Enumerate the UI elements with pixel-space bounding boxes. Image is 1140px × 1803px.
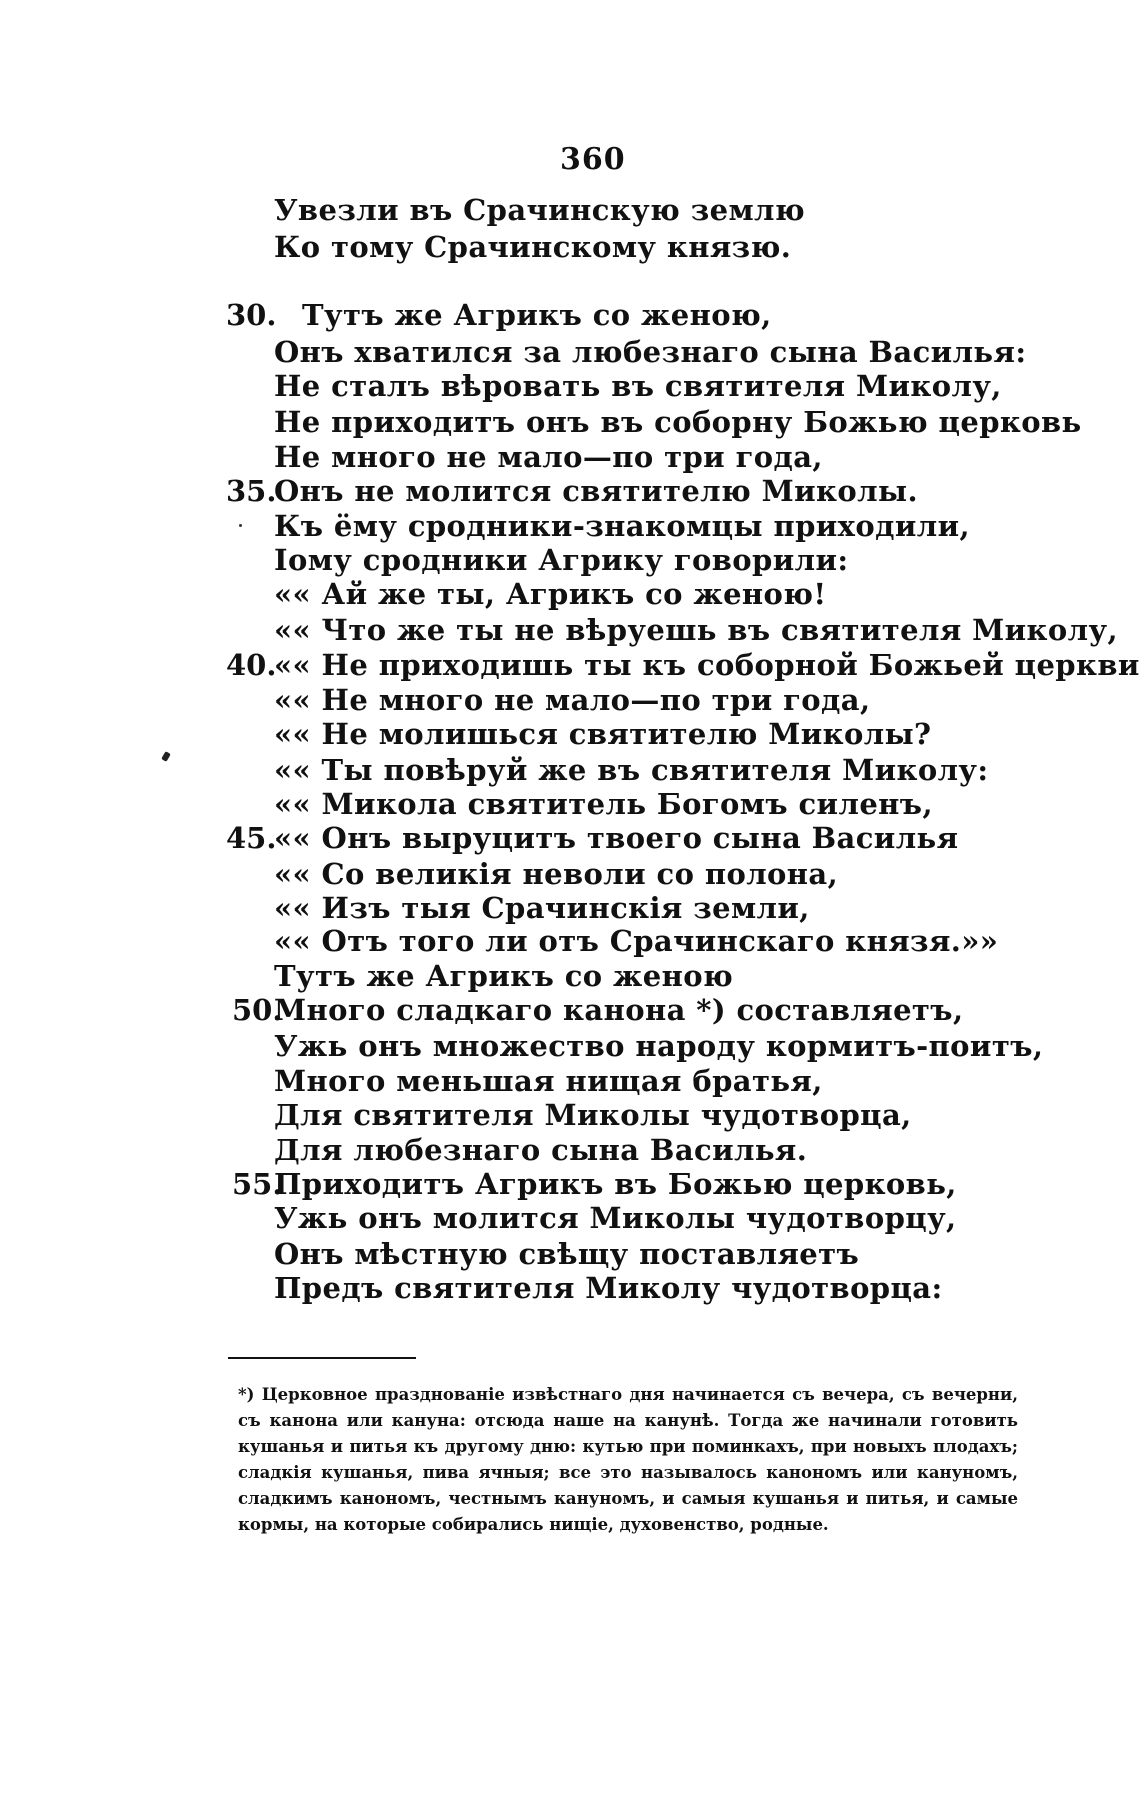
verse-line: «« Онъ выруцитъ твоего сына Василья xyxy=(274,821,959,855)
verse-line: «« Не молишься святителю Миколы? xyxy=(274,717,932,751)
verse-line: Онъ хватился за любезнаго сына Василья: xyxy=(274,335,1027,369)
line-number: 55. xyxy=(232,1167,283,1201)
line-number: 30. xyxy=(226,298,277,332)
verse-line: «« Со великія неволи со полона, xyxy=(274,857,839,891)
verse-line: Предъ святителя Миколу чудотворца: xyxy=(274,1271,943,1305)
verse-line: «« Не много не мало—по три года, xyxy=(274,683,871,717)
verse-line: Для святителя Миколы чудотворца, xyxy=(274,1098,912,1132)
line-number: 50. xyxy=(232,993,283,1027)
verse-line: «« Ты повѣруй же въ святителя Миколу: xyxy=(274,753,989,787)
verse-line: Ко тому Срачинскому князю. xyxy=(274,230,792,264)
verse-line: «« Микола святитель Богомъ силенъ, xyxy=(274,787,933,821)
verse-line: «« Ай же ты, Агрикъ со женою! xyxy=(274,577,827,611)
line-number: 40. xyxy=(226,648,277,682)
verse-line: Тутъ же Агрикъ со женою xyxy=(274,959,734,993)
verse-line: «« Изъ тыя Срачинскія земли, xyxy=(274,891,810,925)
verse-line: Для любезнаго сына Василья. xyxy=(274,1133,808,1167)
verse-line: Приходитъ Агрикъ въ Божью церковь, xyxy=(274,1167,957,1201)
verse-line: Онъ мѣстную свѣщу поставляетъ xyxy=(274,1237,860,1271)
verse-line: Не сталъ вѣровать въ святителя Миколу, xyxy=(274,369,1002,403)
verse-line: Увезли въ Срачинскую землю xyxy=(274,193,806,227)
verse-line: «« Отъ того ли отъ Срачинскаго князя.»» xyxy=(274,924,999,958)
stray-mark xyxy=(161,751,171,762)
stray-dot xyxy=(239,524,242,527)
verse-line: Къ ёму сродники-знакомцы приходили, xyxy=(274,509,970,543)
verse-line: «« Что же ты не вѣруешь въ святителя Миколу, xyxy=(274,613,1118,647)
verse-line: Онъ не молится святителю Миколы. xyxy=(274,474,918,508)
verse-line: «« Не приходишь ты къ соборной Божьей церкви xyxy=(274,648,1140,682)
verse-line: Іому сродники Агрику говорили: xyxy=(274,543,849,577)
footnote-rule xyxy=(228,1357,416,1359)
verse-line: Не приходитъ онъ въ соборну Божью церковь xyxy=(274,405,1082,439)
line-number: 35. xyxy=(226,474,277,508)
line-number: 45. xyxy=(226,821,277,855)
verse-line: Много сладкаго канона *) составляетъ, xyxy=(274,993,964,1027)
verse-line: Много меньшая нищая братья, xyxy=(274,1064,823,1098)
verse-line: Ужь онъ молится Миколы чудотворцу, xyxy=(274,1201,957,1235)
verse-line: Тутъ же Агрикъ со женою, xyxy=(302,298,772,332)
page-number: 360 xyxy=(560,142,626,177)
verse-line: Не много не мало—по три года, xyxy=(274,440,823,474)
footnote: *) Церковное празднованіе извѣстнаго дня начинается съ вечера, съ вечерни, съ канона или кануна: отсюда наше на канунѣ. Тогда же начинали готовить кушанья и питья къ другому дню: кутью при поминкахъ, при новыхъ плодахъ; сладкія кушанья, пива ячныя; все это называлось канономъ или кануномъ, сладкимъ канономъ, честнымъ кануномъ, и самыя кушанья и питья, и самые кормы, на которые собирались нищіе, духовенство, родные. xyxy=(238,1385,1018,1534)
verse-line: Ужь онъ множество народу кормитъ-поитъ, xyxy=(274,1029,1044,1063)
